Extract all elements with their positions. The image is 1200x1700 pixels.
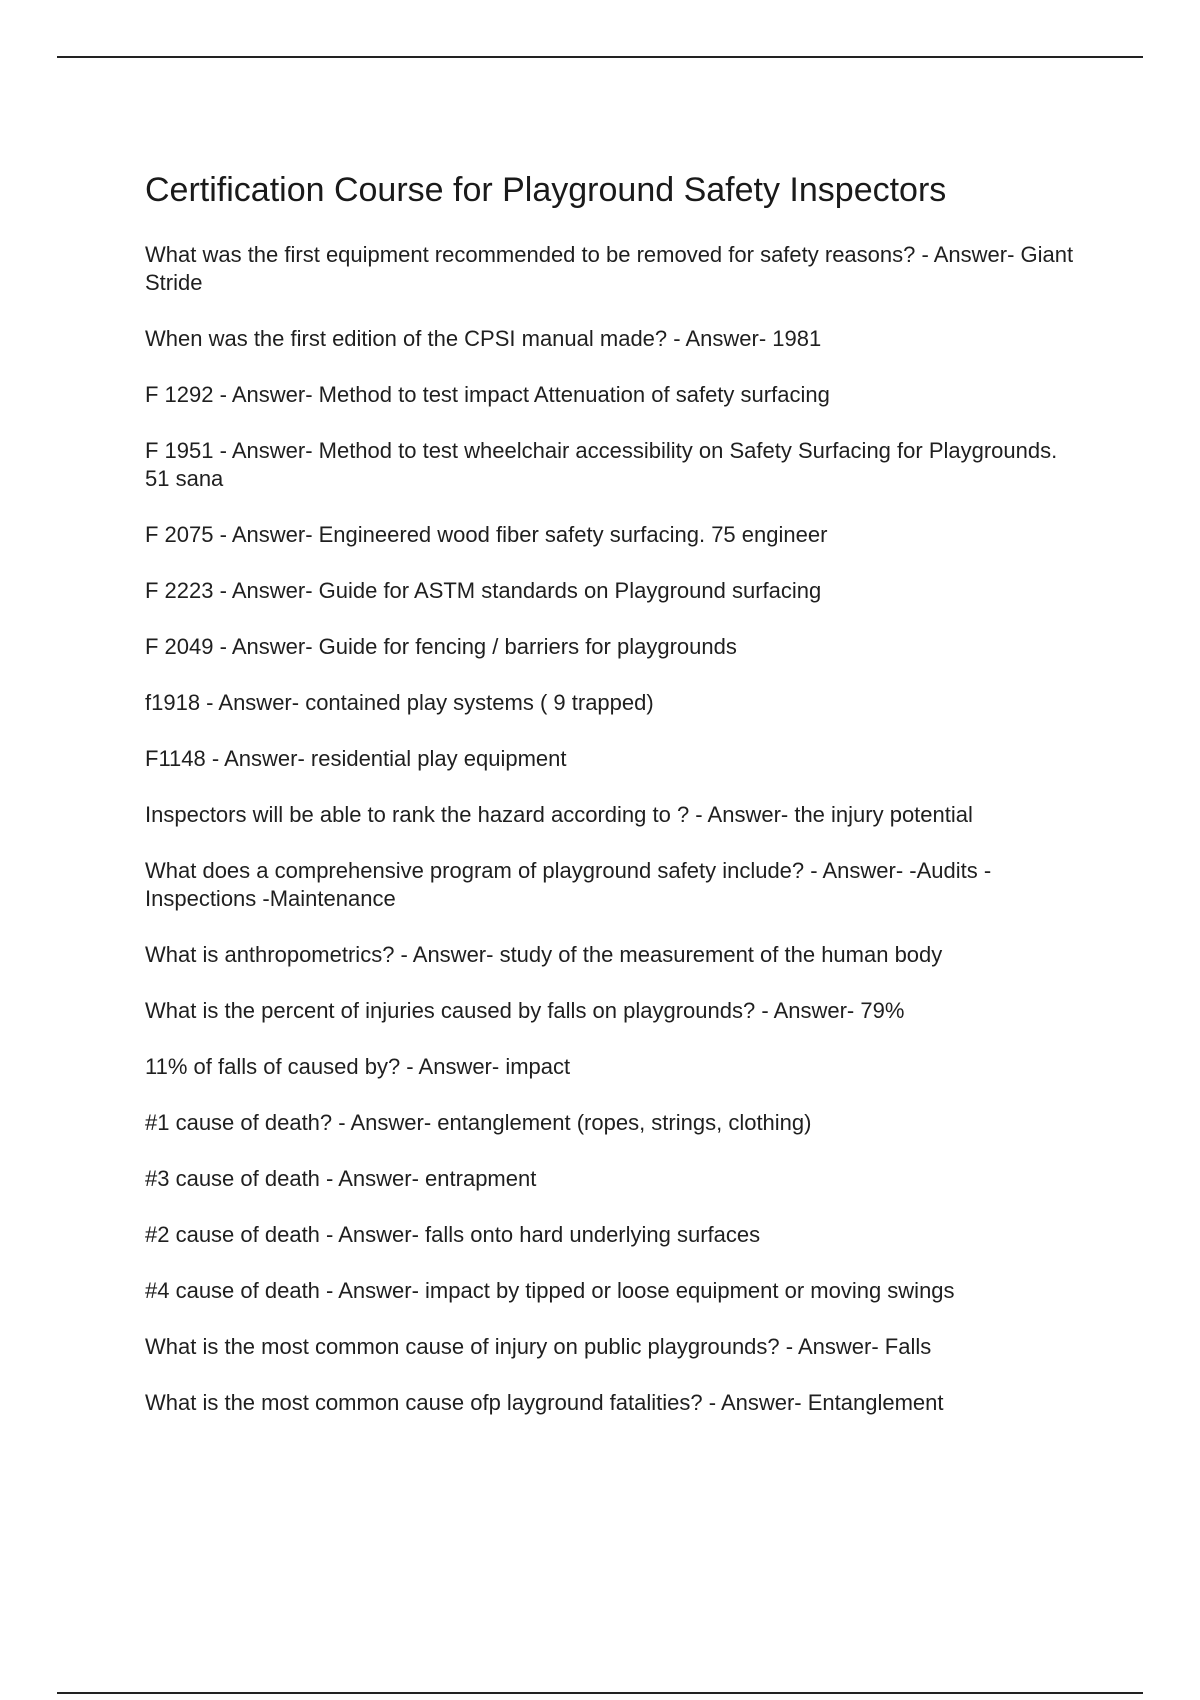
top-rule (57, 56, 1143, 58)
qa-item: f1918 - Answer- contained play systems ( 9 trapped) (145, 689, 654, 715)
document-title: Certification Course for Playground Safety Inspectors (145, 171, 947, 209)
qa-item: #2 cause of death - Answer- falls onto hard underlying surfaces (145, 1221, 761, 1247)
qa-item: What is the most common cause ofp layground fatalities? - Answer- Entanglement (145, 1389, 944, 1415)
qa-item: Inspectors will be able to rank the hazard according to ? - Answer- the injury potential (145, 801, 973, 827)
qa-item: What was the first equipment recommended to be removed for safety reasons? - Answer- Giant Stride (145, 241, 1074, 295)
qa-item: #1 cause of death? - Answer- entanglement (ropes, strings, clothing) (145, 1109, 812, 1135)
qa-item: What is anthropometrics? - Answer- study of the measurement of the human body (145, 941, 943, 967)
qa-item: What is the percent of injuries caused by falls on playgrounds? - Answer- 79% (145, 997, 905, 1023)
document-page (145, 170, 1085, 1445)
qa-item: #4 cause of death - Answer- impact by tipped or loose equipment or moving swings (145, 1277, 955, 1303)
qa-list (145, 241, 1085, 1417)
qa-item: F 2223 - Answer- Guide for ASTM standards on Playground surfacing (145, 577, 822, 603)
bottom-rule (57, 1692, 1143, 1694)
qa-item: #3 cause of death - Answer- entrapment (145, 1165, 537, 1191)
qa-item: F 2049 - Answer- Guide for fencing / barriers for playgrounds (145, 633, 737, 659)
qa-item: F1148 - Answer- residential play equipment (145, 745, 567, 771)
qa-item: F 1292 - Answer- Method to test impact Attenuation of safety surfacing (145, 381, 830, 407)
qa-item: What is the most common cause of injury on public playgrounds? - Answer- Falls (145, 1333, 932, 1359)
qa-item: F 2075 - Answer- Engineered wood fiber safety surfacing. 75 engineer (145, 521, 828, 547)
qa-item: When was the first edition of the CPSI manual made? - Answer- 1981 (145, 325, 822, 351)
qa-item: 11% of falls of caused by? - Answer- impact (145, 1053, 571, 1079)
qa-item: F 1951 - Answer- Method to test wheelchair accessibility on Safety Surfacing for Playgrounds. 51 sana (145, 437, 1058, 491)
qa-item: What does a comprehensive program of playground safety include? - Answer- -Audits -Inspections -Maintenance (145, 857, 992, 911)
